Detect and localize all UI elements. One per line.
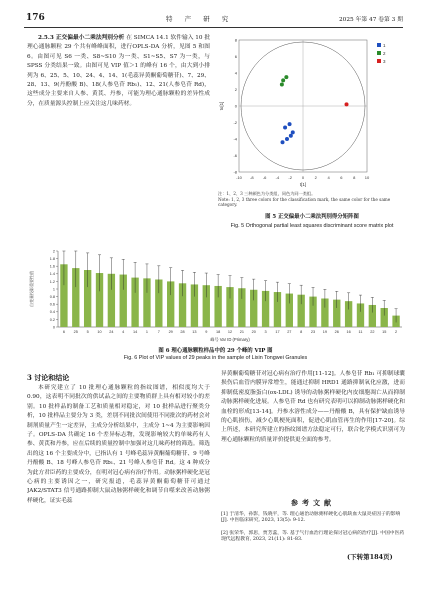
x-tick-label: 19 (322, 330, 328, 334)
x-tick-label: 2 (314, 175, 317, 180)
x-tick-label: 25 (73, 330, 78, 334)
x-tick-label: 15 (382, 330, 387, 334)
x-tick-label: 23 (310, 330, 316, 334)
x-tick-label: 0 (301, 175, 305, 180)
score-point (283, 125, 287, 129)
score-point (285, 137, 289, 141)
y-tick-label: 0.4 (49, 310, 55, 315)
x-tick-label: 5 (86, 330, 89, 334)
score-point (288, 122, 292, 126)
x-tick-label: 8 (300, 330, 303, 334)
x-tick-label: 20 (251, 330, 256, 334)
section-3-right (221, 370, 405, 490)
x-tick-label: 12 (227, 330, 233, 334)
legend-label: 3 (383, 59, 386, 64)
legend-swatch (377, 43, 381, 47)
y-tick-label: -2 (233, 120, 237, 125)
x-tick-label: -6 (262, 175, 267, 180)
figure-5-note-cn: 注：1、2、3 三种颜色为分类组，同色为同一类组。 (218, 191, 316, 196)
figure-5-note-en: Note: 1, 2, 3 three colors for the classification mark, the same color for the same category. (218, 196, 391, 208)
section-3-left (27, 384, 210, 580)
x-tick-label: 10 (97, 330, 102, 334)
y-tick-label: 2 (234, 87, 237, 92)
figure-6-caption-cn: 图 6 理心通脉颗粒样品中的 29 个峰的 VIP 图 (158, 348, 273, 354)
x-tick-label: 13 (192, 330, 197, 334)
legend-swatch (377, 59, 381, 63)
y-axis-label: 自变量投影重要性值 (29, 271, 34, 307)
x-tick-label: 10 (364, 175, 370, 180)
y-tick-label: 1.2 (49, 279, 55, 284)
y-tick-label: 0 (234, 103, 237, 109)
journal-name: 特 产 研 究 (166, 15, 234, 23)
y-tick-label: 0.2 (49, 317, 55, 322)
x-tick-label: 1 (145, 330, 149, 334)
x-tick-label: 17 (275, 330, 280, 334)
y-tick-label: 8 (234, 37, 237, 43)
x-tick-label: 11 (358, 330, 363, 334)
figure-5 (217, 30, 403, 190)
x-tick-label: 21 (239, 330, 244, 334)
page-number: 176 (26, 13, 45, 23)
section-3-heading: 3 讨论和结论 (27, 373, 70, 382)
x-tick-label: 27 (287, 330, 292, 334)
x-tick-label: -10 (236, 175, 242, 180)
y-tick-label: 6 (234, 54, 237, 59)
x-tick-label: 26 (334, 330, 339, 334)
y-tick-label: -8 (233, 169, 237, 175)
figure-5-caption-cn: 图 5 正交偏最小二乘法判别得分矩阵图 (265, 214, 359, 220)
x-axis-label: 峰号 Var ID (Primary) (210, 337, 250, 342)
x-tick-label: -8 (250, 175, 254, 180)
y-tick-label: 1.4 (49, 272, 55, 277)
score-point (280, 83, 284, 87)
y-tick-label: 1 (52, 287, 55, 292)
figure-6 (24, 247, 407, 345)
score-point (289, 134, 293, 138)
section-253 (27, 34, 210, 109)
section-3-paragraph-1: 本研究建立了 10 批理心通脉颗粒的指纹图谱，相似度均大于 0.90，这表明不同批次的供试品之间的主要物质群上具有相对较小的差别。10 批样品的制备工艺和质量相对稳定，对 10 批样品进行聚类分析，10 批样品主要分为 3 类，差别不同批次间使用不同批次的药材会对制剂质量产生一定差异，主成分分析结果中，主成分 1~4 为主要影响因子。OPLS-DA 共确定 16 个差异标志物，发现影响较大的单味药有人参、黄芪和丹参，应在后续的质量控制中加强对这几味药材的筛选。筛选出的这 16 个主要成分中，已指认有 1 号峰毛蕊异黄酮葡萄糖苷、9 号峰丹酚酸 B、18 号峰人参皂苷 Rb₁、21 号峰人参皂苷 Rd。这 4 种成分为此方君臣药的主要成分，在明对冠心病有治疗作用。动脉粥样硬化是冠心病的主要诱因之一，研究报道，毛蕊异黄酮葡萄糖苷可通过 JAK2/STAT3 信号通路抑制大鼠动脉粥样硬化和调节自噬来改善动脉粥样硬化，证实毛蕊 (27, 385, 210, 504)
x-tick-label: 29 (168, 330, 173, 334)
y-tick-label: -4 (233, 136, 237, 142)
x-tick-label: 18 (216, 330, 221, 334)
reference-2: [2] 张荣华，郭思，贾芳蕊，等. 基于气行血治行理论探讨冠心病的治疗[J]. 中国中医药现代远程教育, 2023, 21(11): 81-83. (221, 531, 405, 543)
y-tick-label: 0 (52, 325, 55, 330)
x-tick-label: 14 (132, 330, 138, 334)
x-tick-label: 2 (395, 330, 398, 334)
x-axis-label: t[1] (299, 182, 307, 187)
y-tick-label: 1.8 (49, 257, 55, 261)
references-heading: 参考文献 (291, 498, 335, 507)
y-axis-label: to[1] (219, 101, 224, 111)
x-tick-label: 7 (157, 330, 160, 334)
x-tick-label: 4 (327, 175, 330, 180)
figure-5-caption-en: Fig. 5 Orthogonal partial least squares discriminant score matrix plot (230, 223, 394, 229)
figure-5-note (218, 191, 408, 208)
x-tick-label: 3 (264, 330, 267, 334)
y-tick-label: 2 (52, 249, 55, 254)
vip-bar-chart (24, 247, 407, 345)
x-tick-label: 8 (353, 175, 356, 180)
x-tick-label: 22 (370, 330, 375, 334)
section-253-body: 在 SIMCA 14.1 软件输入 10 批理心通脉颗粒 29 个共有峰峰面积，进行OPLS-DA 分析，见图 5 和图 6。由图可见 S6 一类、S8~S10 为一类、S1~S5、S7 为一类，与 SPSS 分类结果一致。由图可见 VIP 值＞1 的峰有 16 个，由大到小排列为 6、25、5、10、24、4、14、1(毛蕊异黄酮葡萄糖苷)、7、29、28、13、9(丹酚酸 B)、18(人参皂苷 Rb₁)、12、21(人参皂苷 Rd)，这些成分主要来自人参、黄芪、丹参，可能为理心通脉颗粒的差异性成分，在质量源头控制上应关注这几味药材。 (27, 35, 211, 107)
header-rule (24, 27, 403, 28)
score-point (345, 102, 349, 106)
legend-label: 1 (383, 43, 386, 48)
x-tick-label: 16 (346, 330, 351, 334)
score-point (281, 78, 285, 82)
legend-label: 2 (383, 51, 386, 56)
score-point (284, 75, 288, 79)
y-tick-label: -6 (233, 153, 237, 158)
x-tick-label: 24 (109, 330, 114, 334)
x-tick-label: 6 (340, 175, 343, 180)
x-tick-label: 28 (180, 330, 185, 334)
x-tick-label: -4 (275, 175, 280, 180)
section-3-paragraph-2: 异黄酮葡萄糖苷对冠心病有治疗作用[11-12]。人参皂苷 Rb₁ 可抑制球囊损伤后血管内膜异常增生，能通过抑制 HRD1 通路抑制氧化应激，进而抑制低密度脂蛋白(ox-LDL) 诱导的动脉粥样硬化内皮细胞凋亡从而抑制动脉粥样硬化进展。人参皂苷 Rd 也有研究表明可以抑制动脉粥样硬化和血栓的形成[13-14]。丹参水溶性成分——丹酚酸 B，具有保护缺血诱导的心肌损伤，减少心肌梗死面积，促进心肌血管再生的作用[17-20]。综上所述，本研究所建立的指纹图谱方法稳定可行，联合化学模式识别可为理心通脉颗粒的质量评价提供更全面的参考。 (221, 371, 405, 443)
legend-swatch (377, 51, 381, 55)
y-tick-label: 1.6 (49, 264, 55, 269)
y-tick-label: 4 (234, 70, 237, 76)
continued-note: (下转第184页) (347, 553, 393, 561)
reference-1: [1] 于清华，孙影，钱晓平，等. 理心通治动脉粥样硬化心肌缺血大鼠炎症因子的影响[J]. 中医临床研究, 2023, 13(5): 9-12. (221, 512, 401, 524)
issue-info: 2025 年第 47 卷第 3 期 (338, 17, 403, 23)
x-tick-label: -2 (288, 175, 292, 180)
x-tick-label: 4 (122, 330, 125, 334)
score-point (281, 140, 285, 144)
opls-da-score-plot (217, 30, 403, 190)
y-tick-label: 0.8 (49, 295, 55, 299)
x-tick-label: 6 (62, 330, 65, 334)
y-tick-label: 0.6 (49, 302, 55, 307)
figure-6-caption-en: Fig. 6 Plot of VIP values of 29 peaks in the sample of Lixin Tongwei Granules (123, 355, 308, 361)
section-253-heading: 2.5.3 正交偏最小二乘法判别分析 (38, 35, 125, 41)
x-tick-label: 9 (205, 330, 208, 334)
